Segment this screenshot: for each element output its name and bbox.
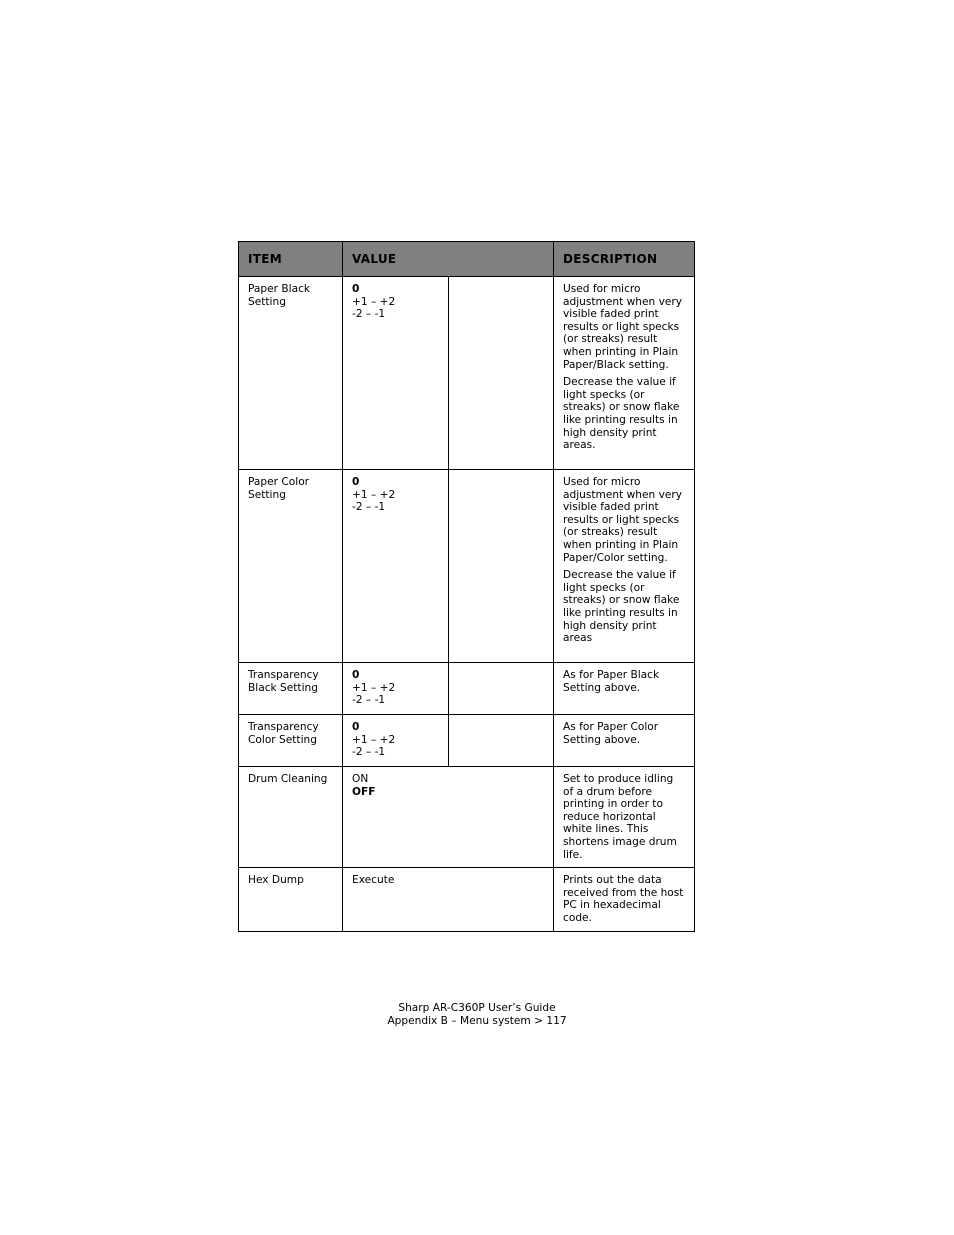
item-cell: Transparency Color Setting xyxy=(239,715,343,767)
table-row xyxy=(239,715,695,767)
table-row xyxy=(239,767,695,868)
value-range: -2 – -1 xyxy=(352,694,386,707)
footer-page-reference: Appendix B – Menu system > 117 xyxy=(387,1014,567,1027)
value-range: -2 – -1 xyxy=(352,746,386,759)
value-cell xyxy=(343,470,449,663)
item-cell: Paper Color Setting xyxy=(239,470,343,663)
description-cell xyxy=(554,470,695,663)
value-cell xyxy=(343,277,449,470)
footer-guide-title: Sharp AR-C360P User’s Guide xyxy=(398,1002,556,1014)
table-row xyxy=(239,470,695,663)
description-paragraph: Used for micro adjustment when very visible faded print results or light specks (or streaks) result when printing in Plain Paper/Black setting. xyxy=(563,283,683,371)
value-cell xyxy=(343,663,449,715)
item-cell: Hex Dump xyxy=(239,868,343,932)
value-default: 0 xyxy=(352,283,360,295)
description-cell xyxy=(554,767,695,868)
value-default: 0 xyxy=(352,476,360,488)
value-cell xyxy=(343,767,554,868)
value-option: ON xyxy=(352,773,369,785)
description-paragraph: As for Paper Black Setting above. xyxy=(563,669,660,694)
value-range: +1 – +2 xyxy=(352,295,396,308)
value-range: -2 – -1 xyxy=(352,501,386,514)
empty-cell xyxy=(449,277,554,470)
description-paragraph: Prints out the data received from the host PC in hexadecimal code. xyxy=(563,874,684,924)
table-row xyxy=(239,663,695,715)
header-description: DESCRIPTION xyxy=(554,242,695,277)
item-cell: Paper Black Setting xyxy=(239,277,343,470)
item-cell: Transparency Black Setting xyxy=(239,663,343,715)
empty-cell xyxy=(449,470,554,663)
description-paragraph: Decrease the value if light specks (or streaks) or snow flake like printing results in high density print areas. xyxy=(563,376,680,452)
description-paragraph: Set to produce idling of a drum before printing in order to reduce horizontal white lines. This shortens image drum life. xyxy=(563,773,677,861)
value-default: OFF xyxy=(352,785,376,798)
description-paragraph: As for Paper Color Setting above. xyxy=(563,721,659,746)
description-cell xyxy=(554,277,695,470)
empty-cell xyxy=(449,715,554,767)
value-range: -2 – -1 xyxy=(352,308,386,321)
description-cell xyxy=(554,663,695,715)
value-range: +1 – +2 xyxy=(352,733,396,746)
value-cell xyxy=(343,868,554,932)
value-default: 0 xyxy=(352,721,360,733)
value-default: 0 xyxy=(352,669,360,681)
description-paragraph: Used for micro adjustment when very visible faded print results or light specks (or streaks) result when printing in Plain Paper/Color setting. xyxy=(563,476,683,564)
item-cell: Drum Cleaning xyxy=(239,767,343,868)
value-range: +1 – +2 xyxy=(352,681,396,694)
menu-settings-table xyxy=(238,241,695,932)
table-row xyxy=(239,868,695,932)
value-range: +1 – +2 xyxy=(352,488,396,501)
description-cell xyxy=(554,715,695,767)
header-value: VALUE xyxy=(343,242,554,277)
header-item: ITEM xyxy=(239,242,343,277)
description-cell xyxy=(554,868,695,932)
table-row xyxy=(239,277,695,470)
empty-cell xyxy=(449,663,554,715)
description-paragraph: Decrease the value if light specks (or streaks) or snow flake like printing results in high density print areas xyxy=(563,569,680,645)
value-option: Execute xyxy=(352,874,395,887)
page-footer xyxy=(0,1002,954,1027)
value-cell xyxy=(343,715,449,767)
table-header-row xyxy=(239,242,695,277)
